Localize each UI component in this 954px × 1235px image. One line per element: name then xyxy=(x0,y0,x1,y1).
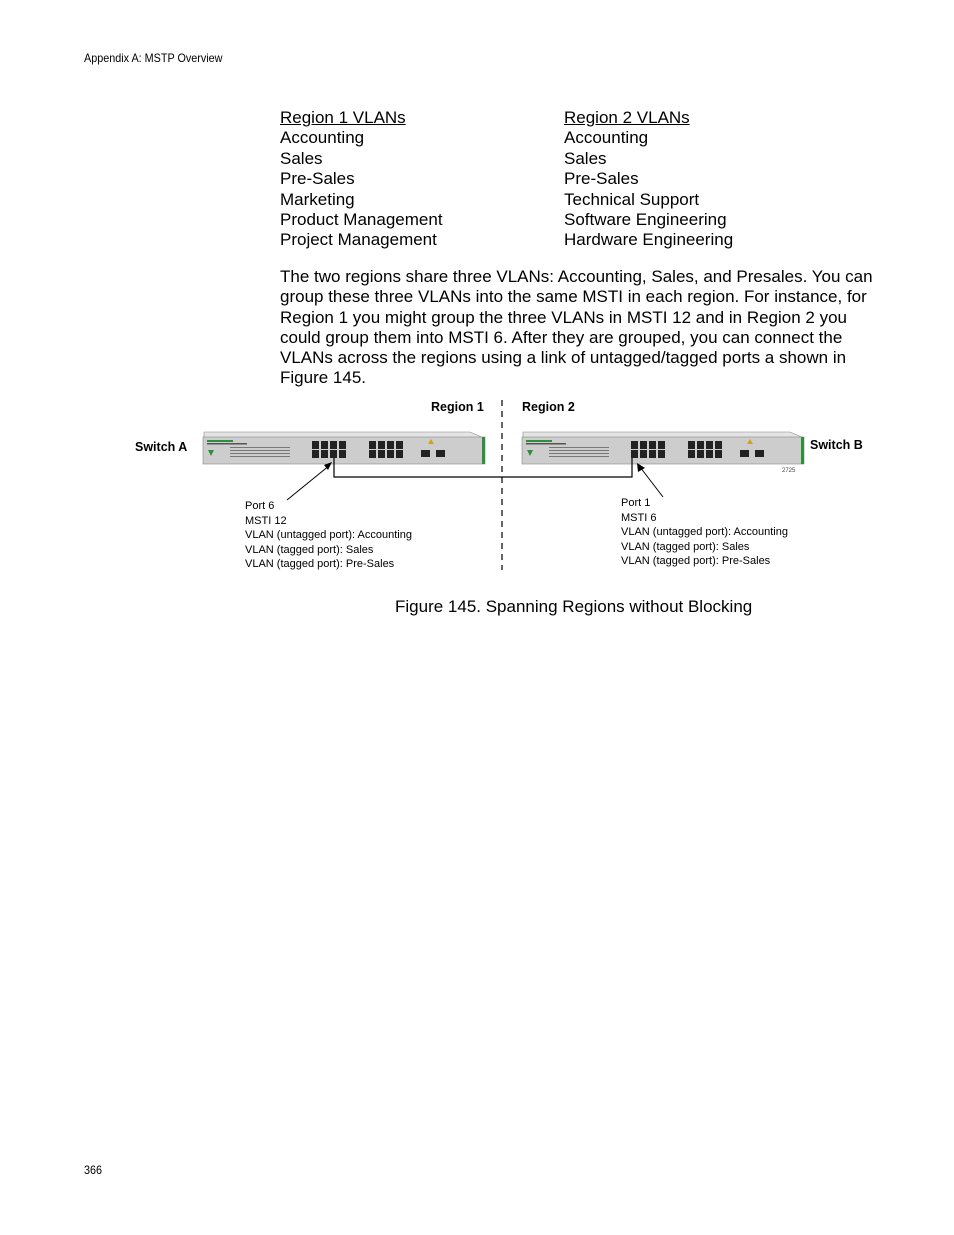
running-header: Appendix A: MSTP Overview xyxy=(84,51,223,65)
figure-image-number: 2725 xyxy=(782,468,796,474)
switch-b-icon xyxy=(522,432,804,464)
vlan-item: Pre-Sales xyxy=(280,169,355,189)
callout-line: MSTI 12 xyxy=(245,514,287,527)
region2-label: Region 2 xyxy=(522,400,575,414)
switch-a-icon xyxy=(203,432,485,464)
callout-line: VLAN (untagged port): Accounting xyxy=(245,529,412,541)
region2-vlan-list xyxy=(564,108,733,251)
vlan-item: Accounting xyxy=(564,128,649,148)
vlan-item: Sales xyxy=(280,148,323,168)
callout-line: VLAN (untagged port): Accounting xyxy=(621,526,788,538)
region2-heading: Region 2 VLANs xyxy=(564,108,690,127)
callout-line: VLAN (tagged port): Sales xyxy=(621,540,750,553)
vlan-item: Project Management xyxy=(280,230,437,250)
callout-line: VLAN (tagged port): Pre-Sales xyxy=(245,558,395,570)
vlan-item: Accounting xyxy=(280,128,365,148)
body-paragraph: The two regions share three VLANs: Accounting, Sales, and Presales. You can group these three VLANs into the same MSTI in each region. For instance, for Region 1 you might group the three VLANs in MSTI 12 and in Region 2 you could group them into MSTI 6. After they are grouped, you can connect the VLANs across the regions using a link of untagged/tagged ports a shown in Figure 145. xyxy=(280,267,873,388)
region1-vlan-list xyxy=(280,108,443,251)
callout-line: Port 6 xyxy=(245,500,275,512)
switch-b-label: Switch B xyxy=(810,438,863,452)
switch-a-label: Switch A xyxy=(135,440,188,454)
vlan-item: Sales xyxy=(564,148,607,168)
vlan-item: Hardware Engineering xyxy=(564,230,734,250)
callout-switch-a xyxy=(245,499,412,572)
callout-arrow-b xyxy=(637,463,663,497)
callout-line: Port 1 xyxy=(621,497,651,509)
callout-line: VLAN (tagged port): Sales xyxy=(245,543,374,556)
vlan-item: Marketing xyxy=(280,189,355,209)
callout-line: MSTI 6 xyxy=(621,511,657,524)
figure-caption: Figure 145. Spanning Regions without Blocking xyxy=(395,597,753,616)
page-number: 366 xyxy=(84,1163,103,1177)
callout-line: VLAN (tagged port): Pre-Sales xyxy=(621,555,771,567)
vlan-item: Technical Support xyxy=(564,189,700,209)
region1-heading: Region 1 VLANs xyxy=(280,108,406,127)
link-cable xyxy=(334,458,632,477)
vlan-item: Product Management xyxy=(280,210,443,230)
callout-switch-b xyxy=(621,496,788,569)
vlan-item: Software Engineering xyxy=(564,210,727,230)
callout-arrow-a xyxy=(287,462,332,500)
region1-label: Region 1 xyxy=(431,400,484,414)
vlan-item: Pre-Sales xyxy=(564,169,639,189)
